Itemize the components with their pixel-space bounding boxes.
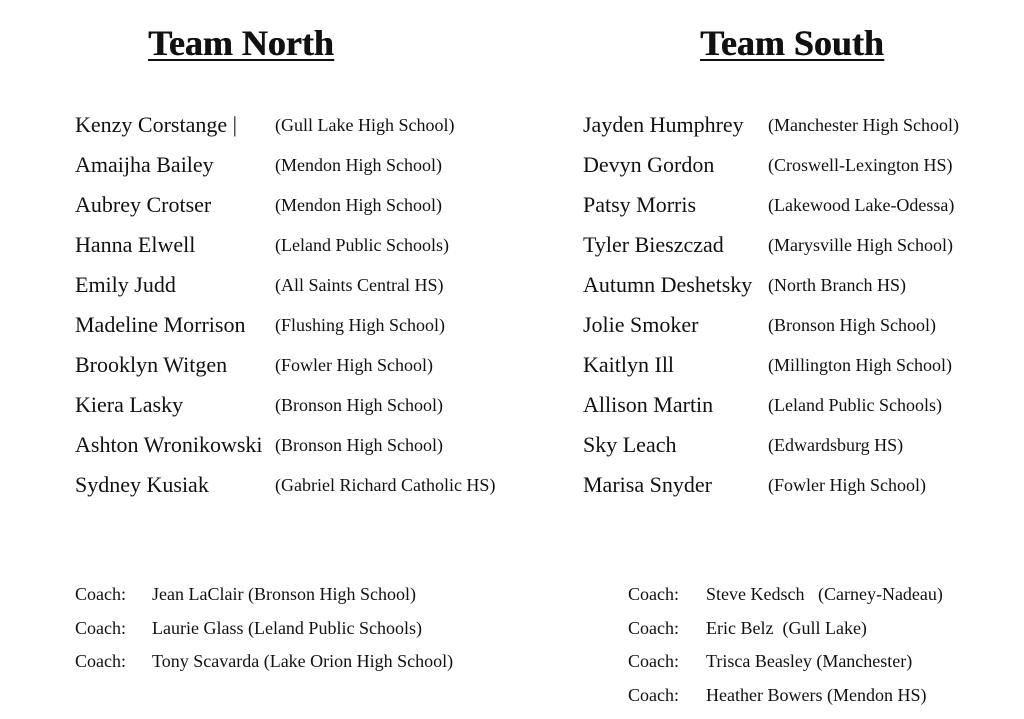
- player-school: (Edwardsburg HS): [768, 435, 904, 455]
- player-school: (Lakewood Lake-Odessa): [768, 195, 955, 215]
- player-name: Jayden Humphrey: [583, 112, 744, 137]
- player-school: (Leland Public Schools): [275, 235, 449, 255]
- player-row: [75, 225, 535, 265]
- coach-name: Heather Bowers (Mendon HS): [706, 684, 927, 705]
- player-school: (Fowler High School): [275, 355, 433, 375]
- coach-label: Coach:: [628, 651, 679, 671]
- player-name: Patsy Morris: [583, 192, 697, 217]
- player-school: (Gabriel Richard Catholic HS): [275, 475, 496, 495]
- player-school: (Millington High School): [768, 355, 952, 375]
- player-row: [583, 305, 1003, 345]
- player-name: Amaijha Bailey: [75, 152, 214, 177]
- player-row: [583, 385, 1003, 425]
- player-name: Devyn Gordon: [583, 152, 715, 177]
- coach-label: Coach:: [628, 684, 679, 705]
- player-school: (Gull Lake High School): [275, 115, 455, 135]
- team-south-title: Team South: [700, 23, 884, 63]
- player-school: (Flushing High School): [275, 315, 446, 335]
- coach-label: Coach:: [75, 584, 126, 604]
- player-school: (Mendon High School): [275, 155, 442, 175]
- player-row: [75, 105, 535, 145]
- player-school: (Marysville High School): [768, 235, 953, 255]
- player-school: (Mendon High School): [275, 195, 442, 215]
- player-row: [75, 145, 535, 185]
- player-name: Allison Martin: [583, 392, 714, 417]
- player-row: [583, 105, 1003, 145]
- player-row: [583, 225, 1003, 265]
- player-school: (Croswell-Lexington HS): [768, 155, 953, 175]
- player-row: [75, 345, 535, 385]
- player-name: Autumn Deshetsky: [583, 272, 753, 297]
- player-name: Hanna Elwell: [75, 232, 196, 257]
- player-name: Tyler Bieszczad: [583, 232, 724, 257]
- coach-name: Jean LaClair (Bronson High School): [152, 584, 416, 604]
- player-school: (Bronson High School): [275, 435, 443, 455]
- player-row: [75, 305, 535, 345]
- player-row: [75, 265, 535, 305]
- coach-name: Steve Kedsch (Carney-Nadeau): [706, 584, 943, 604]
- player-school: (North Branch HS): [768, 275, 906, 295]
- coach-label: Coach:: [75, 617, 126, 638]
- coach-label: Coach:: [628, 584, 679, 604]
- player-row: [583, 465, 1003, 505]
- coach-label: Coach:: [628, 617, 679, 638]
- coach-name: Laurie Glass (Leland Public Schools): [152, 617, 422, 638]
- player-name: Ashton Wronikowski: [75, 432, 263, 457]
- player-name: Aubrey Crotser: [75, 192, 212, 217]
- player-row: [75, 385, 535, 425]
- player-school: (Bronson High School): [275, 395, 443, 415]
- player-school: (Manchester High School): [768, 115, 959, 135]
- player-name: Marisa Snyder: [583, 472, 712, 497]
- player-name: Jolie Smoker: [583, 312, 699, 337]
- team-south-roster: [583, 105, 1003, 505]
- player-row: [583, 145, 1003, 185]
- player-name: Madeline Morrison: [75, 312, 246, 337]
- player-name: Emily Judd: [75, 272, 176, 297]
- coach-name: Trisca Beasley (Manchester): [706, 651, 913, 671]
- player-row: [583, 185, 1003, 225]
- player-name: Kiera Lasky: [75, 392, 184, 417]
- coach-name: Tony Scavarda (Lake Orion High School): [152, 651, 454, 671]
- player-name: Sky Leach: [583, 432, 677, 457]
- team-north-roster: [75, 105, 535, 505]
- player-row: [75, 425, 535, 465]
- player-name: Sydney Kusiak: [75, 472, 209, 497]
- player-row: [583, 425, 1003, 465]
- player-school: (All Saints Central HS): [275, 275, 444, 295]
- player-row: [583, 345, 1003, 385]
- player-name: Brooklyn Witgen: [75, 352, 228, 377]
- player-row: [75, 185, 535, 225]
- player-name: Kenzy Corstange |: [75, 112, 238, 137]
- player-row: [583, 265, 1003, 305]
- player-row: [75, 465, 535, 505]
- player-name: Kaitlyn Ill: [583, 352, 675, 377]
- player-school: (Fowler High School): [768, 475, 926, 495]
- coach-label: Coach:: [75, 651, 126, 671]
- team-north-title: Team North: [148, 23, 334, 63]
- player-school: (Bronson High School): [768, 315, 936, 335]
- player-school: (Leland Public Schools): [768, 395, 942, 415]
- coach-name: Eric Belz (Gull Lake): [706, 617, 867, 638]
